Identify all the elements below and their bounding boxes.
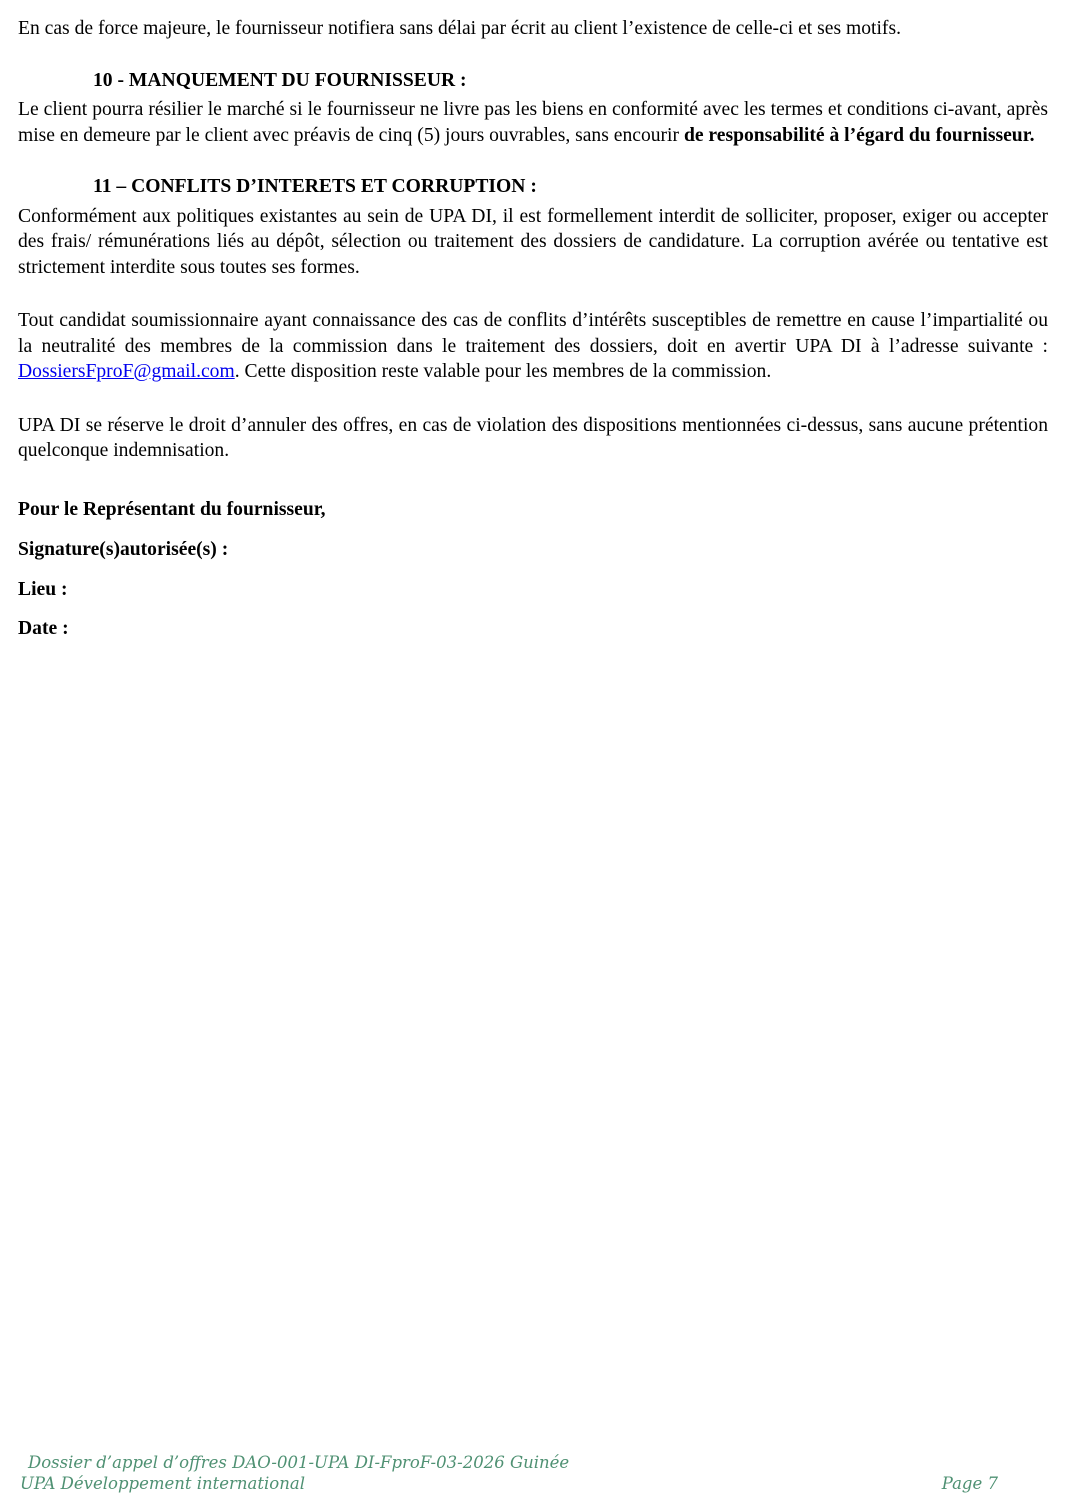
footer-doc-reference: Dossier d’appel d’offres DAO-001-UPA DI-FproF-03-2026 Guinée (28, 1453, 570, 1472)
document-body (0, 0, 1066, 642)
paragraph-candidat (18, 308, 1048, 385)
paragraph-force-majeure: En cas de force majeure, le fournisseur notifiera sans délai par écrit au client l’existence de celle-ci et ses motifs. (18, 18, 901, 39)
section-heading-11-conflits: 11 – CONFLITS D’INTERETS ET CORRUPTION : (93, 176, 537, 197)
paragraph-candidat-text-after: . Cette disposition reste valable pour les membres de la commission. (234, 361, 772, 382)
line-date: Date : (18, 618, 69, 639)
footer-row (20, 1474, 998, 1495)
line-representant: Pour le Représentant du fournisseur, (18, 498, 326, 520)
line-lieu: Lieu : (18, 578, 68, 600)
paragraph-conflits: Conformément aux politiques existantes au sein de UPA DI, il est formellement interdit de solliciter, proposer, exiger ou accepter des frais/ rémunérations liés au dépôt, sélection ou traitement des dossiers de candidature. La corruption avérée ou tentative est strictement interdite sous toutes ses formes. (18, 205, 1048, 278)
paragraph-manquement-text: Le client pourra résilier le marché si le fournisseur ne livre pas les biens en conformité avec les termes et conditions ci-avant, après mise en demeure par le client avec préavis de cinq (5) jours ouvrables, sans encourir (18, 99, 1048, 146)
paragraph-manquement (18, 97, 1048, 148)
page-number: Page 7 (941, 1473, 998, 1493)
paragraph-annulation: UPA DI se réserve le droit d’annuler des offres, en cas de violation des dispositions mentionnées ci-dessus, sans aucune prétention quelconque indemnisation. (18, 414, 1048, 461)
footer-organization: UPA Développement international (20, 1473, 305, 1493)
paragraph-manquement-bold-text: de responsabilité à l’égard du fournisseur. (683, 124, 1035, 146)
line-signature: Signature(s)autorisée(s) : (18, 539, 229, 560)
email-link[interactable]: DossiersFproF@gmail.com (18, 361, 235, 382)
section-heading-10-manquement: 10 - MANQUEMENT DU FOURNISSEUR : (93, 69, 467, 91)
paragraph-candidat-text-before: Tout candidat soumissionnaire ayant connaissance des cas de conflits d’intérêts susceptibles de remettre en cause l’impartialité ou la neutralité des membres de la commission dans le traitement des dossiers, doit en avertir UPA DI à l’adresse suivante : (18, 310, 1048, 357)
page-footer (20, 1453, 998, 1494)
